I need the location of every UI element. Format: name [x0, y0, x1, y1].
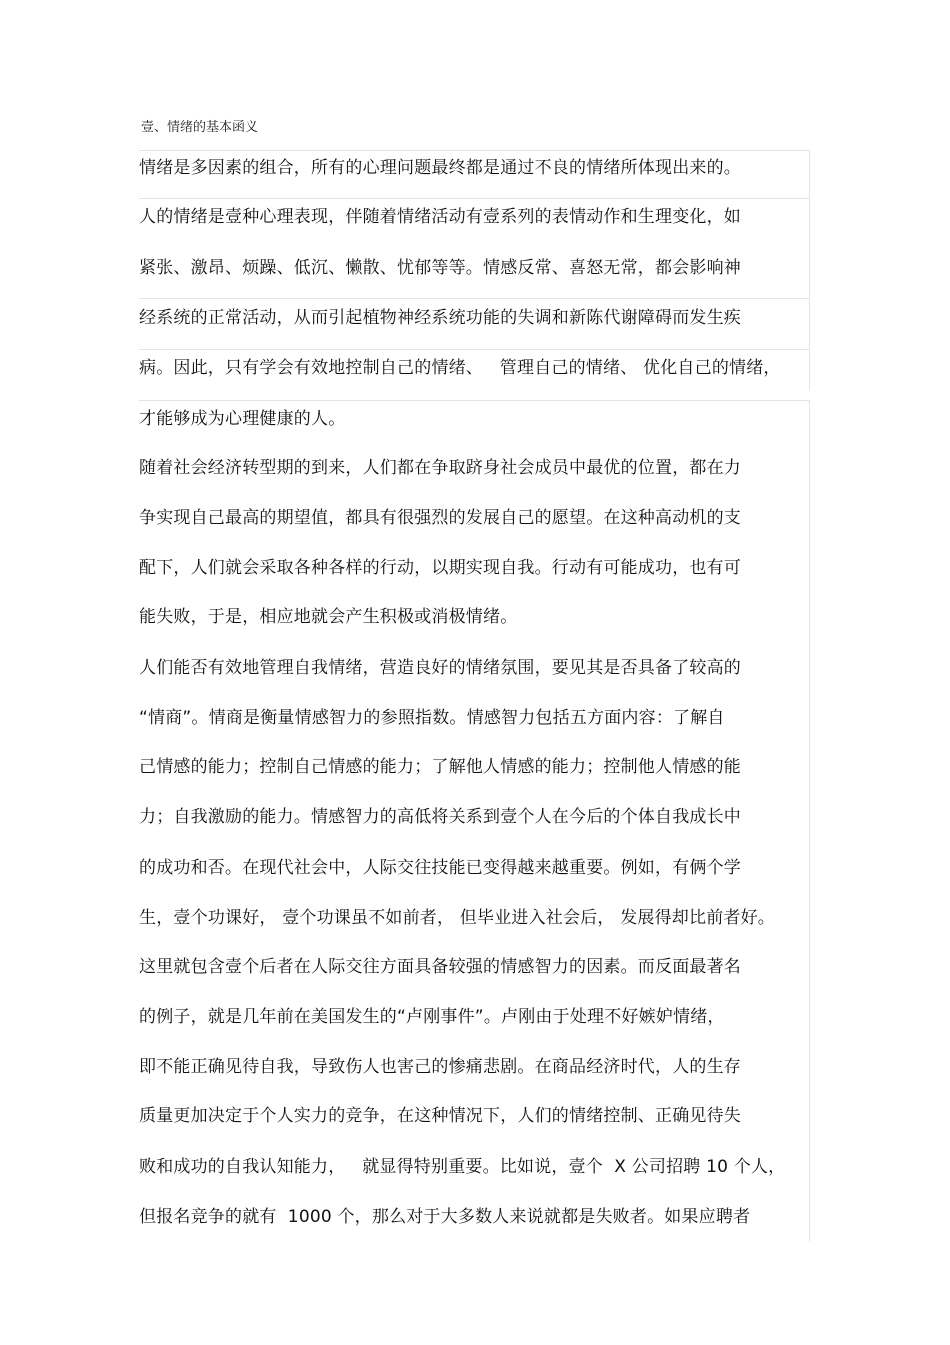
text-line: 的成功和否。在现代社会中，人际交往技能已变得越来越重要。例如，有俩个学 [139, 858, 741, 878]
text-line: 即不能正确见待自我，导致伤人也害己的惨痛悲剧。在商品经济时代，人的生存 [139, 1057, 741, 1077]
text-line: 败和成功的自我认知能力， 就显得特别重要。比如说，壹个 X 公司招聘 10 个人， [139, 1157, 786, 1177]
text-line: 经系统的正常活动，从而引起植物神经系统功能的失调和新陈代谢障碍而发生疾 [139, 308, 741, 328]
text-line: 人们能否有效地管理自我情绪，营造良好的情绪氛围，要见其是否具备了较高的 [139, 658, 741, 678]
text-line: 但报名竞争的就有 1000 个，那么对于大多数人来说就都是失败者。如果应聘者 [139, 1207, 751, 1227]
text-line: 配下，人们就会采取各种各样的行动，以期实现自我。行动有可能成功，也有可 [139, 558, 741, 578]
text-line: 能失败，于是，相应地就会产生积极或消极情绪。 [139, 607, 518, 627]
text-line: 病。因此，只有学会有效地控制自己的情绪、 管理自己的情绪、 优化自己的情绪， [139, 358, 781, 378]
text-line: 力；自我激励的能力。情感智力的高低将关系到壹个人在今后的个体自我成长中 [139, 807, 741, 827]
text-line: 己情感的能力；控制自己情感的能力；了解他人情感的能力；控制他人情感的能 [139, 757, 741, 777]
section-heading: 壹、情绪的基本函义 [141, 120, 259, 135]
text-line: 这里就包含壹个后者在人际交往方面具备较强的情感智力的因素。而反面最著名 [139, 957, 741, 977]
text-line: 随着社会经济转型期的到来，人们都在争取跻身社会成员中最优的位置，都在力 [139, 458, 741, 478]
text-line: 才能够成为心理健康的人。 [139, 409, 346, 429]
text-line: 人的情绪是壹种心理表现，伴随着情绪活动有壹系列的表情动作和生理变化，如 [139, 207, 741, 227]
text-line: “情商”。情商是衡量情感智力的参照指数。情感智力包括五方面内容：了解自 [139, 708, 725, 728]
text-line: 生，壹个功课好， 壹个功课虽不如前者， 但毕业进入社会后， 发展得却比前者好。 [139, 908, 776, 928]
text-line: 质量更加决定于个人实力的竞争，在这种情况下，人们的情绪控制、正确见待失 [139, 1106, 741, 1126]
text-line: 紧张、激昂、烦躁、低沉、懒散、忧郁等等。情感反常、喜怒无常，都会影响神 [139, 258, 741, 278]
text-line: 争实现自己最高的期望值，都具有很强烈的发展自己的愿望。在这种高动机的支 [139, 508, 741, 528]
text-line: 情绪是多因素的组合，所有的心理问题最终都是通过不良的情绪所体现出来的。 [139, 158, 741, 178]
text-line: 的例子，就是几年前在美国发生的“卢刚事件”。卢刚由于处理不好嫉妒情绪， [139, 1007, 725, 1027]
